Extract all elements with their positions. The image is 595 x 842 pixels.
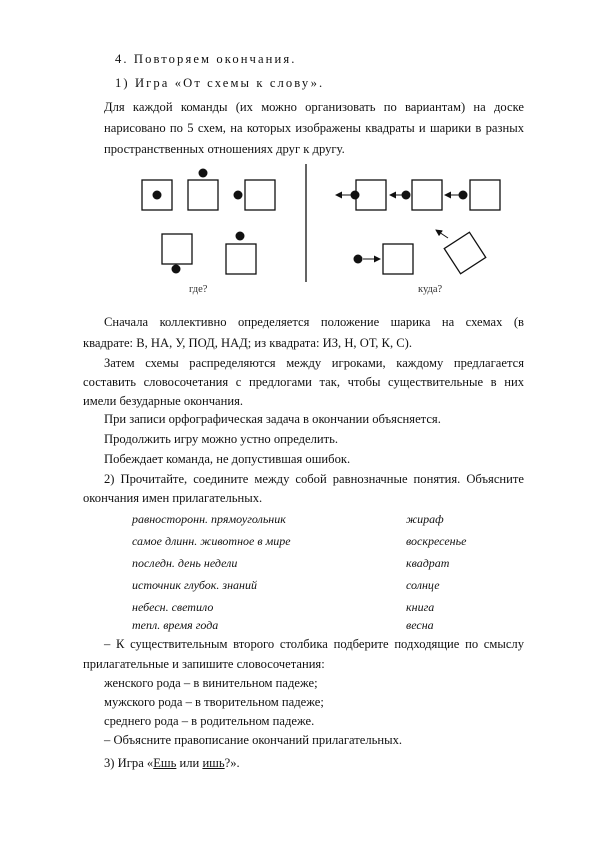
pair-left-3: последн. день недели: [132, 556, 238, 570]
game3-word-2: ишь: [202, 756, 225, 770]
task2-line-1: 2) Прочитайте, соедините между собой равнозначные понятия. Объясните: [104, 472, 524, 486]
scheme-ball-out-of-square: [336, 180, 386, 210]
pair-right-5: книга: [406, 600, 435, 614]
caption-where: где?: [189, 284, 208, 295]
body-line-2: квадрате: В, НА, У, ПОД, НАД; из квадрата: ИЗ, Н, ОТ, К, С).: [83, 336, 412, 350]
pair-left-4: источник глубок. знаний: [132, 578, 257, 592]
pair-right-6: весна: [406, 618, 434, 632]
body-line-1: Сначала коллективно определяется положение шарика на схемах (в: [104, 315, 524, 329]
body-line-5: имели безударные окончания.: [83, 394, 244, 408]
after-line-5: среднего рода – в родительном падеже.: [104, 714, 315, 728]
game3-word-1: Ешь: [153, 756, 177, 770]
body-line-6: При записи орфографическая задача в окончании объясняется.: [104, 412, 441, 426]
scheme-ball-in-square: [142, 180, 172, 210]
game3-title: [104, 755, 240, 771]
game3-suffix: ?».: [224, 756, 240, 770]
after-line-4: мужского рода – в творительном падеже;: [104, 695, 324, 709]
game3-middle: или: [176, 756, 203, 770]
pair-left-2: самое длинн. животное в мире: [132, 534, 291, 548]
after-line-6: – Объясните правописание окончаний прилагательных.: [104, 733, 403, 747]
intro-line-3: пространственных отношениях друг к другу.: [104, 142, 345, 156]
pair-left-1: равносторонн. прямоугольник: [132, 512, 286, 526]
scheme-ball-on-square: [188, 169, 218, 211]
scheme-ball-over-square: [226, 232, 256, 275]
scheme-ball-near-square: [234, 180, 276, 210]
section-heading: 4. Повторяем окончания.: [115, 52, 297, 66]
scheme-ball-under-square: [162, 234, 192, 274]
body-line-3: Затем схемы распределяются между игроками, каждому предлагается: [104, 356, 524, 370]
after-line-3: женского рода – в винительном падеже;: [104, 676, 318, 690]
scheme-ball-off-rotated-square: [436, 230, 486, 274]
after-line-1: – К существительным второго столбика подберите подходящие по смыслу: [104, 637, 524, 651]
body-line-8: Побеждает команда, не допустившая ошибок.: [104, 452, 351, 466]
after-line-2: прилагательные и запишите словосочетания:: [83, 657, 325, 671]
caption-where-to: куда?: [418, 284, 443, 295]
pair-right-3: квадрат: [406, 556, 450, 570]
pair-right-1: жираф: [406, 512, 444, 526]
scheme-ball-away-from-square: [445, 180, 500, 210]
game1-title: 1) Игра «От схемы к слову».: [115, 76, 325, 90]
pair-left-6: тепл. время года: [132, 618, 219, 632]
intro-line-1: Для каждой команды (их можно организовать по вариантам) на доске: [104, 100, 524, 114]
pair-right-2: воскресенье: [406, 534, 467, 548]
scheme-ball-to-square: [354, 244, 414, 274]
intro-line-2: нарисовано по 5 схем, на которых изображены квадраты и шарики в разных: [104, 121, 524, 135]
pair-right-4: солнце: [406, 578, 440, 592]
scheme-ball-from-square: [390, 180, 442, 210]
task2-line-2: окончания имен прилагательных.: [83, 491, 263, 505]
pair-left-5: небесн. светило: [132, 600, 214, 614]
game3-prefix: 3) Игра «: [104, 756, 154, 770]
body-line-4: составить словосочетания с предлогами так, чтобы существительные в них: [83, 375, 524, 389]
body-line-7: Продолжить игру можно устно определить.: [104, 432, 339, 446]
